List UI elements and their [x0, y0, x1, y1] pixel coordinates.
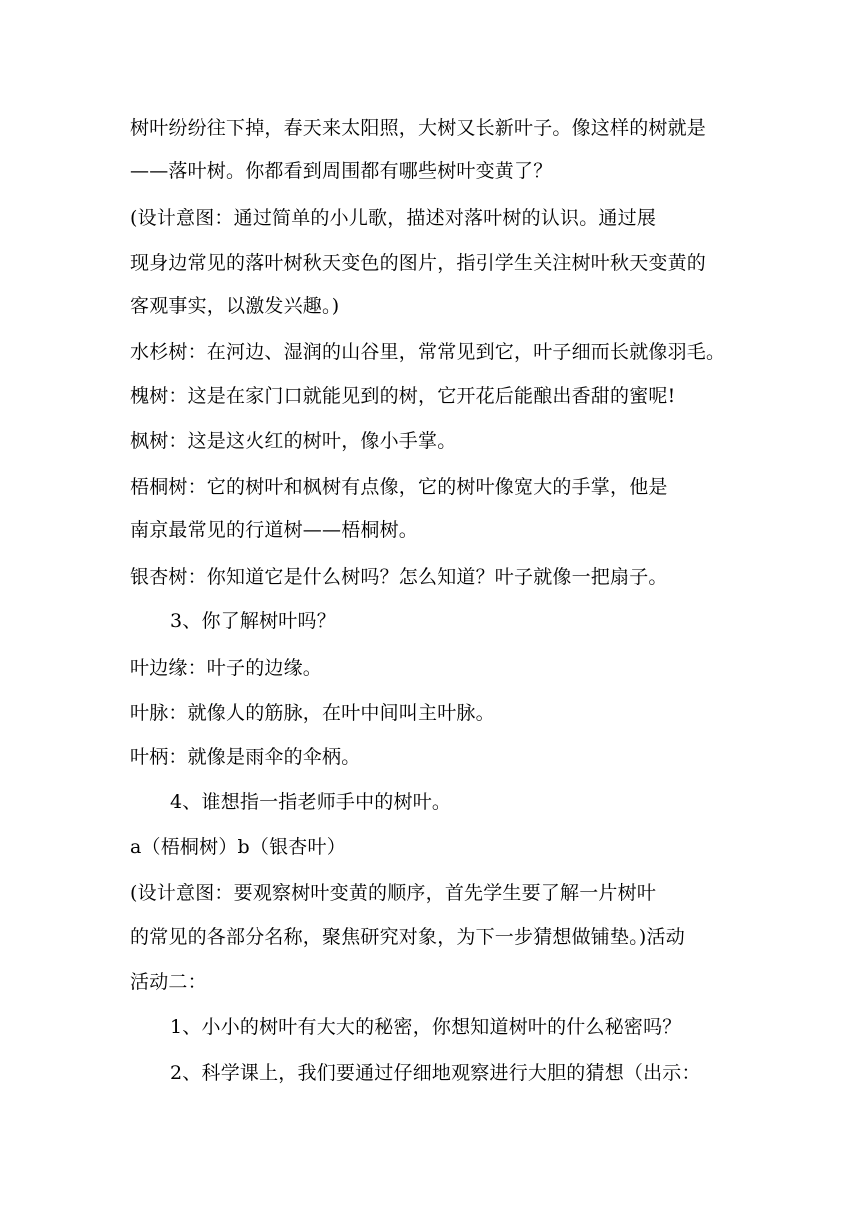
- text-line: a（梧桐树）b（银杏叶）: [130, 836, 346, 858]
- text-line: 客观事实，以激发兴趣。): [130, 295, 340, 317]
- text-line: 南京最常见的行道树——梧桐树。: [130, 519, 419, 541]
- activity-heading: 活动二：: [130, 971, 207, 993]
- section-heading: 3、你了解树叶吗？: [170, 610, 336, 632]
- text-line: 枫树：这是这火红的树叶，像小手掌。: [130, 430, 457, 452]
- text-line: ——落叶树。你都看到周围都有哪些树叶变黄了？: [130, 160, 553, 182]
- section-heading: 4、谁想指一指老师手中的树叶。: [170, 791, 452, 813]
- text-line: 银杏树：你知道它是什么树吗？怎么知道？叶子就像一把扇子。: [130, 566, 668, 588]
- text-line: 的常见的各部分名称，聚焦研究对象，为下一步猜想做铺垫。)活动: [130, 926, 685, 948]
- text-line: 槐树：这是在家门口就能见到的树，它开花后能酿出香甜的蜜呢!: [130, 385, 676, 407]
- text-line: 叶脉：就像人的筋脉，在叶中间叫主叶脉。: [130, 702, 495, 724]
- text-line: 现身边常见的落叶树秋天变色的图片，指引学生关注树叶秋天变黄的: [130, 252, 707, 274]
- text-line: 树叶纷纷往下掉，春天来太阳照，大树又长新叶子。像这样的树就是: [130, 117, 707, 139]
- text-line: 梧桐树：它的树叶和枫树有点像，它的树叶像宽大的手掌，他是: [130, 476, 668, 498]
- text-line: 叶边缘：叶子的边缘。: [130, 657, 323, 679]
- text-line: 叶柄：就像是雨伞的伞柄。: [130, 746, 361, 768]
- text-line: (设计意图：要观察树叶变黄的顺序，首先学生要了解一片树叶: [130, 882, 657, 904]
- text-line: (设计意图：通过简单的小儿歌，描述对落叶树的认识。通过展: [130, 207, 657, 229]
- numbered-item: 1、小小的树叶有大大的秘密，你想知道树叶的什么秘密吗？: [170, 1016, 682, 1038]
- numbered-item: 2、科学课上，我们要通过仔细地观察进行大胆的猜想（出示：: [170, 1062, 701, 1084]
- text-line: 水杉树：在河边、湿润的山谷里，常常见到它，叶子细而长就像羽毛。: [130, 341, 726, 363]
